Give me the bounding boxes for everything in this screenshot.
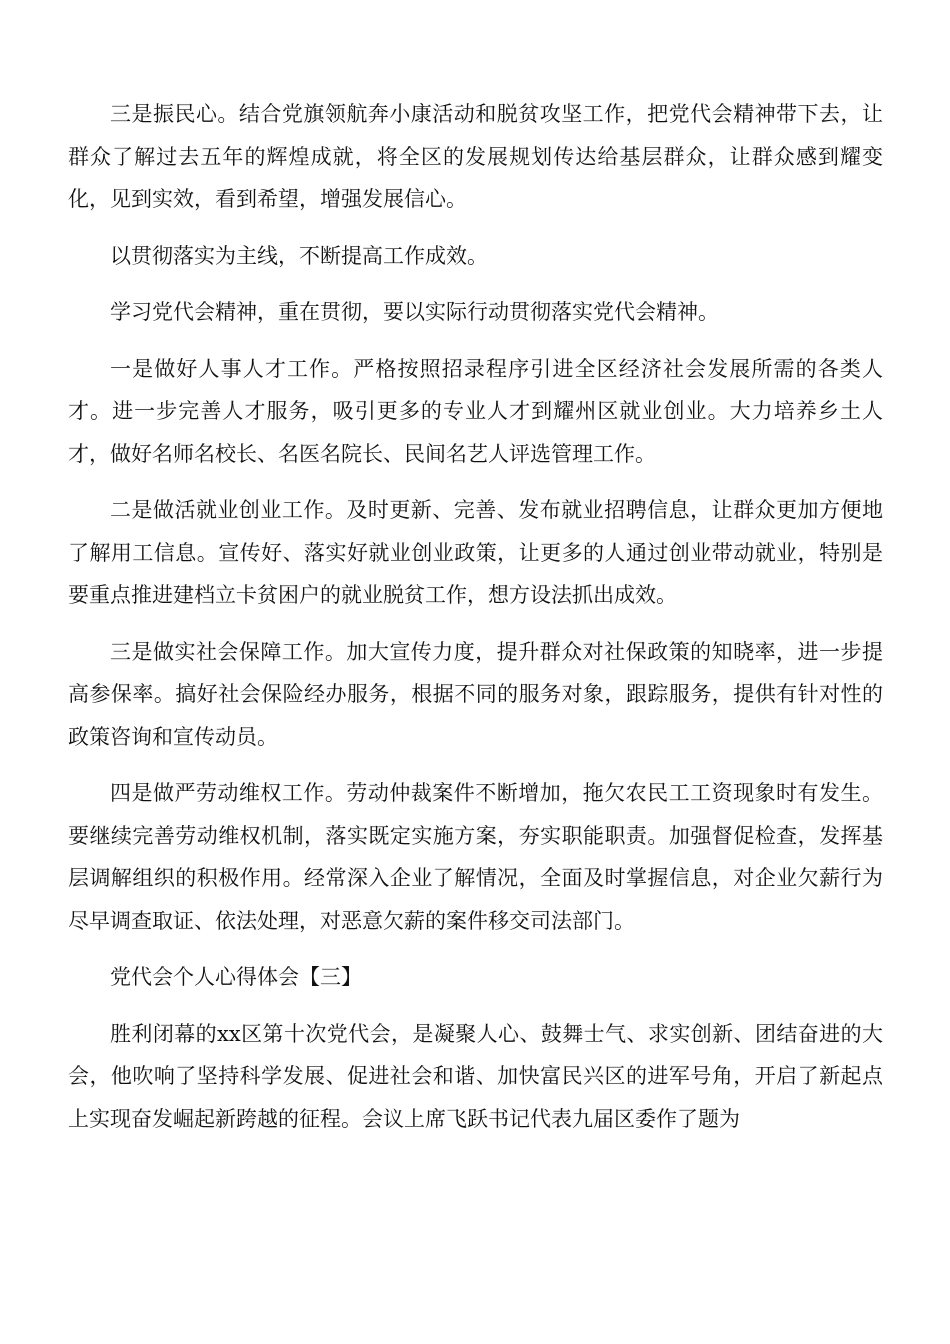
section-heading: 党代会个人心得体会【三】 [110, 965, 362, 989]
document-body [68, 93, 883, 1154]
paragraph-study-spirit: 学习党代会精神，重在贯彻，要以实际行动贯彻落实党代会精神。 [110, 300, 719, 324]
paragraph-employment-work: 二是做活就业创业工作。及时更新、完善、发布就业招聘信息，让群众更加方便地了解用工信息。宣传好、落实好就业创业政策，让更多的人通过创业带动就业，特别是要重点推进建档立卡贫困户的就业脱贫工作，想方设法抓出成效。 [68, 498, 883, 607]
paragraph-congress-closing: 胜利闭幕的xx区第十次党代会，是凝聚人心、鼓舞士气、求实创新、团结奋进的大会，他吹响了坚持科学发展、促进社会和谐、加快富民兴区的进军号角，开启了新起点上实现奋发崛起新跨越的征程。会议上席飞跃书记代表九届区委作了题为 [68, 1021, 883, 1131]
paragraph-labor-rights: 四是做严劳动维权工作。劳动仲裁案件不断增加，拖欠农民工工资现象时有发生。要继续完善劳动维权机制，落实既定实施方案，夯实职能职责。加强督促检查，发挥基层调解组织的积极作用。经常深入企业了解情况，全面及时掌握信息，对企业欠薪行为尽早调查取证、依法处理，对恶意欠薪的案件移交司法部门。 [68, 781, 883, 933]
paragraph-social-security: 三是做实社会保障工作。加大宣传力度，提升群众对社保政策的知晓率，进一步提高参保率。搞好社会保险经办服务，根据不同的服务对象，跟踪服务，提供有针对性的政策咨询和宣传动员。 [68, 639, 883, 749]
paragraph-main-line: 以贯彻落实为主线，不断提高工作成效。 [110, 243, 488, 268]
paragraph-talent-work: 一是做好人事人才工作。严格按照招录程序引进全区经济社会发展所需的各类人才。进一步完善人才服务，吸引更多的专业人才到耀州区就业创业。大力培养乡土人才，做好名师名校长、名医名院长、民间名艺人评选管理工作。 [68, 356, 883, 466]
paragraph-zhen-minxin: 三是振民心。结合党旗领航奔小康活动和脱贫攻坚工作，把党代会精神带下去，让群众了解过去五年的辉煌成就，将全区的发展规划传达给基层群众，让群众感到耀变化，见到实效，看到希望，增强发展信心。 [68, 102, 883, 211]
